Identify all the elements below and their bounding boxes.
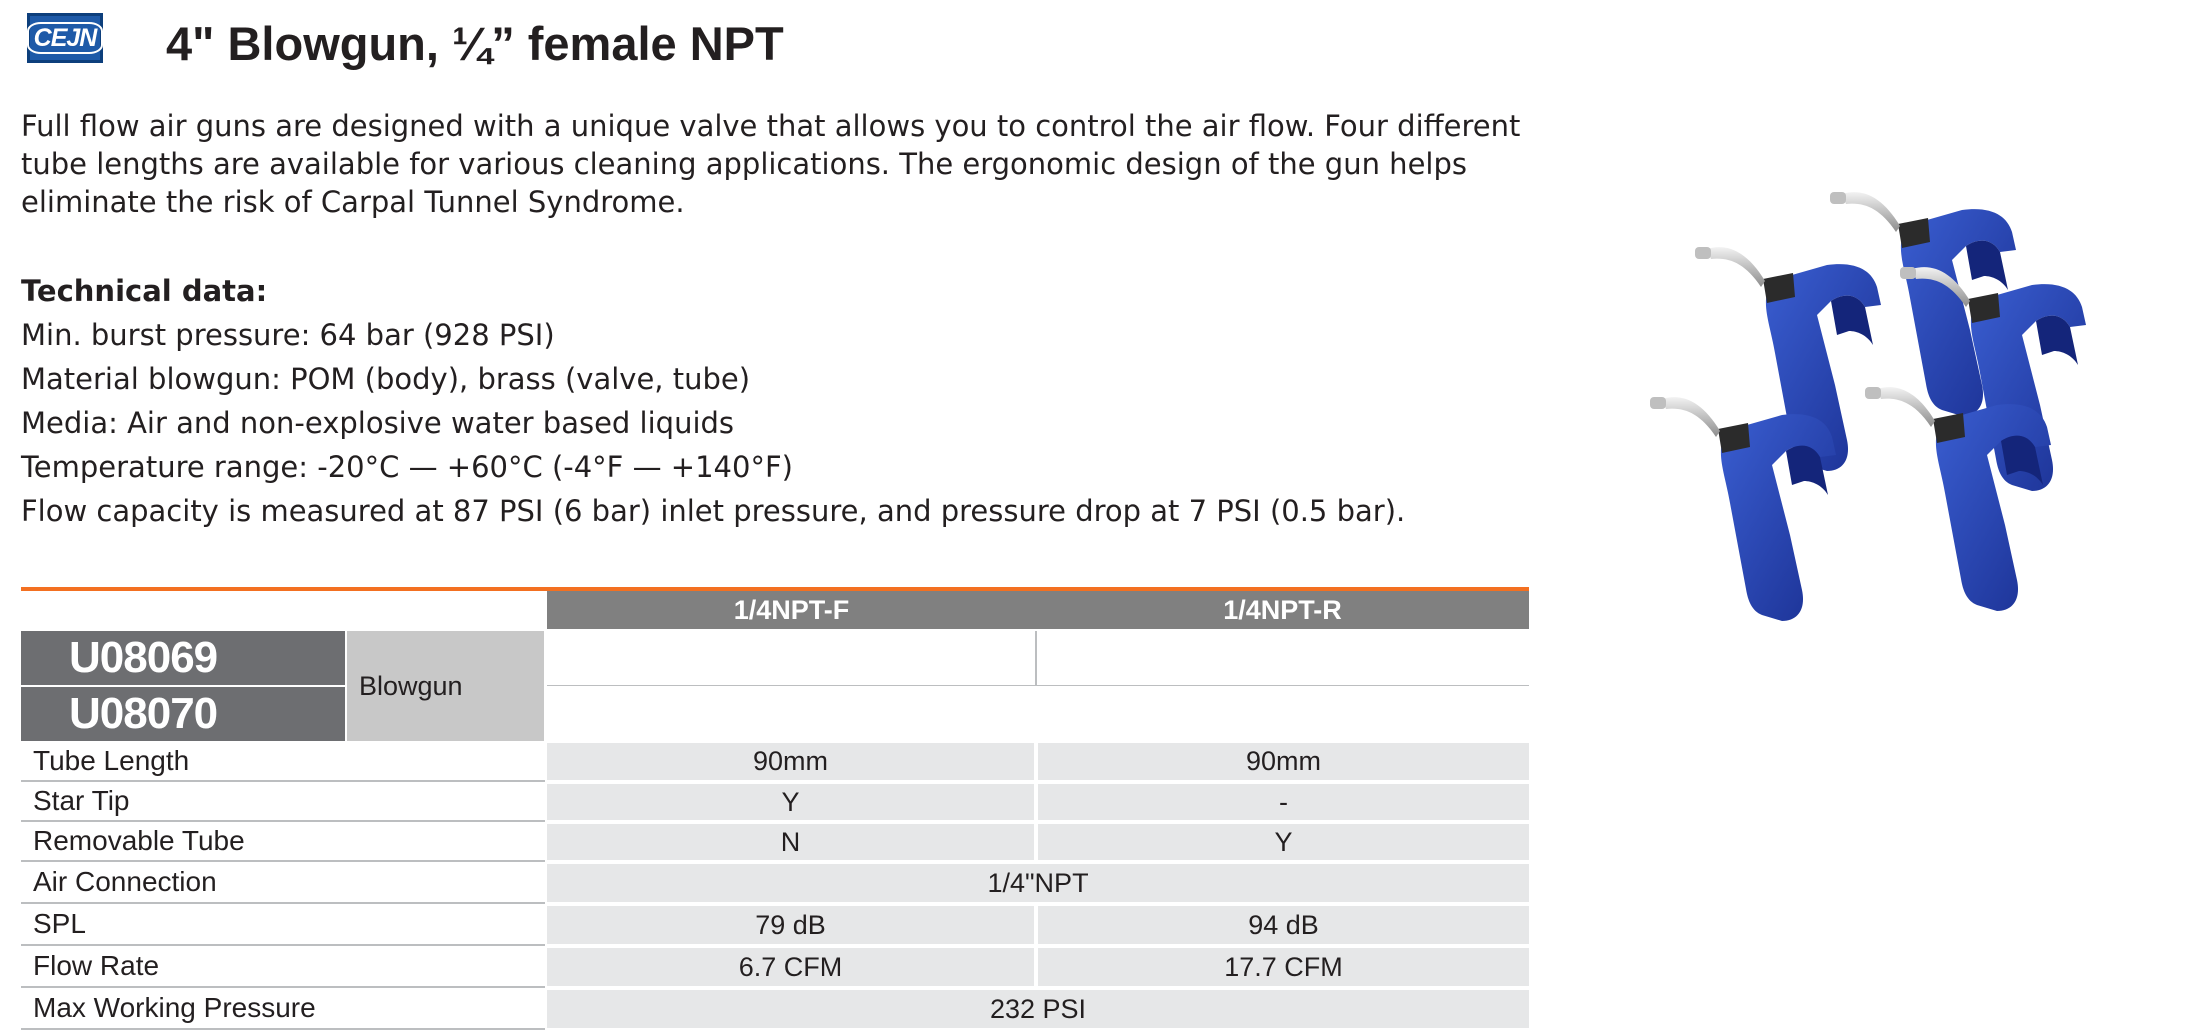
spec-label-spl: SPL xyxy=(21,904,545,946)
spec-f-spl: 79 dB xyxy=(547,906,1034,944)
spec-r-tube-length: 90mm xyxy=(1038,743,1529,780)
page-title: 4" Blowgun, ¼” female NPT xyxy=(166,17,784,70)
tech-line-flow-capacity: Flow capacity is measured at 87 PSI (6 bar) inlet pressure, and pressure drop at 7 PSI (0.5 bar). xyxy=(21,494,1406,528)
product-description: Full flow air guns are designed with a unique valve that allows you to control the air flow. Four different tube lengths are available for various cleaning applications. The ergonomic design of the gun helps eliminate the risk of Carpal Tunnel Syndrome. xyxy=(21,109,1521,219)
spec-label-tube-length: Tube Length xyxy=(21,741,545,782)
product-label-blowgun: Blowgun xyxy=(347,631,544,741)
spec-air-connection: 1/4"NPT xyxy=(547,864,1529,902)
tech-line-material: Material blowgun: POM (body), brass (valve, tube) xyxy=(21,362,751,396)
spec-f-removable-tube: N xyxy=(547,824,1034,860)
tech-line-media: Media: Air and non-explosive water based liquids xyxy=(21,406,735,440)
code-row-column-divider xyxy=(1035,631,1037,685)
product-code-u08069: U08069 xyxy=(21,631,345,685)
col-header-npt-f: 1/4NPT-F xyxy=(547,591,1036,629)
code-row-divider xyxy=(547,685,1529,686)
blowgun-product-image xyxy=(1592,150,2190,720)
spec-f-tube-length: 90mm xyxy=(547,743,1034,780)
spec-r-star-tip: - xyxy=(1038,784,1529,820)
col-header-npt-r: 1/4NPT-R xyxy=(1036,591,1529,629)
spec-f-star-tip: Y xyxy=(547,784,1034,820)
spec-label-air-connection: Air Connection xyxy=(21,862,545,904)
spec-label-max-working-pressure: Max Working Pressure xyxy=(21,988,545,1030)
spec-r-spl: 94 dB xyxy=(1038,906,1529,944)
cejn-logo: CEJN xyxy=(27,13,103,63)
spec-r-flow-rate: 17.7 CFM xyxy=(1038,948,1529,986)
spec-f-flow-rate: 6.7 CFM xyxy=(547,948,1034,986)
tech-line-burst-pressure: Min. burst pressure: 64 bar (928 PSI) xyxy=(21,318,555,352)
tech-line-temperature: Temperature range: -20°C — +60°C (-4°F — +140°F) xyxy=(21,450,793,484)
technical-data-heading: Technical data: xyxy=(21,274,268,308)
spec-label-flow-rate: Flow Rate xyxy=(21,946,545,988)
spec-label-removable-tube: Removable Tube xyxy=(21,822,545,862)
spec-r-removable-tube: Y xyxy=(1038,824,1529,860)
spec-max-working-pressure: 232 PSI xyxy=(547,990,1529,1028)
spec-label-star-tip: Star Tip xyxy=(21,782,545,822)
product-code-u08070: U08070 xyxy=(21,687,345,741)
